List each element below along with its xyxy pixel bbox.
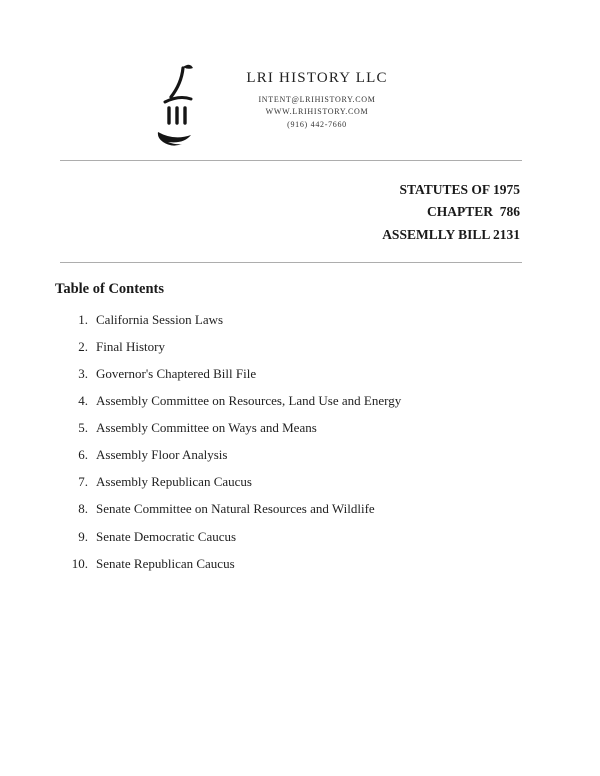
chapter-line: CHAPTER 786 bbox=[426, 204, 520, 220]
toc-item bbox=[0, 393, 600, 409]
toc-item bbox=[0, 474, 600, 490]
toc-item-label: Assembly Committee on Ways and Means bbox=[96, 420, 317, 436]
toc-title: Table of Contents bbox=[55, 280, 165, 297]
toc-item-number: 2. bbox=[78, 338, 88, 354]
toc-item-label: Assembly Committee on Resources, Land Use and Energy bbox=[96, 393, 402, 409]
toc-item-number: 5. bbox=[78, 420, 88, 436]
divider-middle bbox=[60, 262, 522, 263]
toc-item-label: Senate Democratic Caucus bbox=[96, 528, 237, 544]
toc-item-number: 1. bbox=[78, 311, 88, 327]
toc-item bbox=[0, 420, 600, 436]
toc-item bbox=[0, 556, 600, 572]
letterhead-text bbox=[246, 62, 387, 131]
toc-item-number: 9. bbox=[78, 528, 88, 544]
toc-item-label: Assembly Floor Analysis bbox=[96, 447, 228, 463]
letterhead bbox=[0, 0, 540, 146]
toc-item-label: California Session Laws bbox=[96, 311, 224, 327]
toc-item-label: Senate Republican Caucus bbox=[96, 555, 235, 571]
company-logo-icon bbox=[152, 62, 212, 146]
toc-item bbox=[0, 529, 600, 545]
toc-item-number: 6. bbox=[78, 447, 88, 463]
toc-item-label: Assembly Republican Caucus bbox=[96, 474, 252, 490]
toc-item bbox=[0, 366, 600, 382]
company-email: INTENT@LRIHISTORY.COM bbox=[258, 95, 376, 104]
toc-item-number: 3. bbox=[78, 365, 88, 381]
toc-item-number: 10. bbox=[71, 555, 88, 571]
company-phone: (916) 442-7660 bbox=[287, 119, 347, 129]
toc-item-number: 4. bbox=[78, 393, 88, 409]
toc-item-label: Senate Committee on Natural Resources and Wildlife bbox=[96, 501, 375, 517]
company-website: WWW.LRIHISTORY.COM bbox=[265, 107, 369, 117]
divider-top bbox=[60, 160, 522, 161]
bill-line: ASSEMLLY BILL 2131 bbox=[382, 226, 520, 242]
company-name: LRI HISTORY LLC bbox=[246, 70, 388, 86]
toc-item-label: Final History bbox=[96, 338, 165, 354]
toc-item-number: 8. bbox=[78, 501, 88, 517]
toc-item bbox=[0, 501, 600, 517]
toc-item bbox=[0, 339, 600, 355]
toc-item bbox=[0, 312, 600, 328]
toc-list bbox=[0, 312, 600, 571]
statutes-line: STATUTES OF 1975 bbox=[399, 182, 520, 197]
toc-item bbox=[0, 447, 600, 463]
document-reference bbox=[0, 179, 520, 246]
toc-item-label: Governor's Chaptered Bill File bbox=[96, 365, 257, 381]
toc-item-number: 7. bbox=[78, 474, 88, 490]
